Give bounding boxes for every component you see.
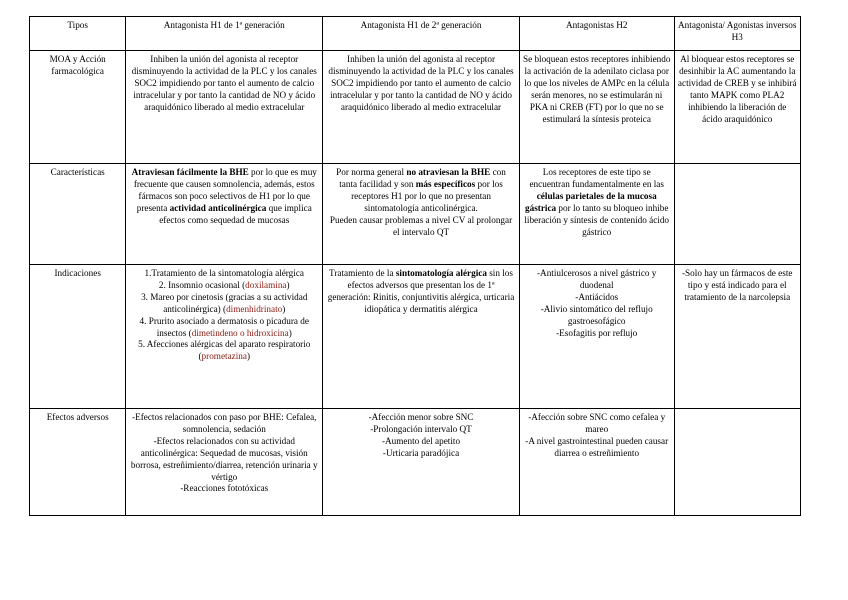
efectos-h1-first bbox=[126, 409, 323, 516]
indication-text: 4. Prurito asociado a dermatosis o picadura de insectos ( bbox=[139, 315, 309, 338]
h2-indication-1: -Antiulcerosos a nivel gástrico y duodenal bbox=[537, 268, 657, 290]
cell-text: que implica efectos como sequedad de mucosas bbox=[159, 202, 312, 225]
header-h3-inverse-agonists: Antagonista/ Agonistas inversos H3 bbox=[674, 17, 801, 51]
adverse-effect-3: -Reacciones fototóxicas bbox=[180, 483, 269, 494]
header-h1-second-gen: Antagonista H1 de 2ª generación bbox=[323, 17, 520, 51]
moa-row bbox=[30, 51, 801, 164]
efectos-h1-second bbox=[323, 409, 520, 516]
adverse-effect-2: -Prolongación intervalo QT bbox=[370, 423, 472, 434]
indication-4 bbox=[129, 316, 319, 340]
drug-doxilamina: doxilamina bbox=[245, 279, 287, 290]
efectos-h2 bbox=[519, 409, 674, 516]
paren-close: ) bbox=[282, 303, 286, 314]
paren-close: ) bbox=[288, 327, 292, 338]
indication-text: 5. Afecciones alérgicas del aparato respiratorio ( bbox=[138, 339, 311, 362]
indicaciones-h1-first bbox=[126, 265, 323, 409]
allergic-symptoms-text: sintomatología alérgica bbox=[395, 268, 487, 278]
adverse-effect-4: -Urticaria paradójica bbox=[382, 447, 460, 458]
indication-1: 1.Tratamiento de la sintomatología alérgica bbox=[144, 268, 304, 278]
anticholinergic-text: actividad anticolinérgica bbox=[169, 202, 267, 213]
caracteristicas-label: Características bbox=[30, 164, 126, 265]
pharmacology-table bbox=[29, 16, 801, 516]
parietal-cells-text: células parietales de la mucosa gástrica bbox=[525, 190, 657, 213]
caracteristicas-h1-second bbox=[323, 164, 520, 265]
adverse-effect-2: -Efectos relacionados con su actividad anticolinérgica: Sequedad de mucosas, visión borrosa, estreñimiento/diarrea, retención urinaria y vértigo bbox=[130, 435, 318, 482]
caracteristicas-row bbox=[30, 164, 801, 265]
cell-text: Tratamiento de la bbox=[329, 268, 396, 278]
moa-h1-second: Inhiben la unión del agonista al receptor disminuyendo la actividad de la PLC y los canales SOC2 impidiendo por tanto el aumento de calcio intracelular y por tanto la cantidad de NO y ácido araquidónico liberado al medio extracelular bbox=[323, 51, 520, 164]
caracteristicas-h3 bbox=[674, 164, 801, 265]
indicaciones-row bbox=[30, 265, 801, 409]
adverse-effect-3: -Aumento del apetito bbox=[381, 435, 461, 446]
header-tipos: Tipos bbox=[30, 17, 126, 51]
moa-h2: Se bloquean estos receptores inhibiendo la activación de la adenilato ciclasa por lo que los niveles de AMPc en la célula serán menores, no se estimularán ni PKA ni CREB (FT) por lo que no se estimulará la síntesis proteica bbox=[519, 51, 674, 164]
h2-indication-4: -Esofagitis por reflujo bbox=[556, 327, 638, 338]
efectos-h3 bbox=[674, 409, 801, 516]
cell-text: por los receptores H1 por lo que no presentan sintomatología anticolinérgica. bbox=[351, 178, 503, 213]
adverse-effect-1: -Afección sobre SNC como cefalea y mareo bbox=[528, 412, 666, 434]
moa-h3: Al bloquear estos receptores se desinhibir la AC aumentando la actividad de CREB y se inhibirá tanto MAPK como PLA2 inhibiendo la liberación de ácido araquidónico bbox=[674, 51, 801, 164]
cell-text: por lo tanto su bloqueo inhibe liberación y síntesis de contenido ácido gástrico bbox=[524, 202, 670, 237]
drug-prometazina: prometazina bbox=[201, 351, 247, 362]
drug-dimenhidrinato: dimenhidrinato bbox=[226, 303, 283, 314]
cv-problems-text: Pueden causar problemas a nivel CV al prolongar el intervalo QT bbox=[329, 214, 513, 237]
cell-text: por lo que es muy frecuente que causen somnolencia, además, estos fármacos son poco selectivos de H1 por lo que presenta bbox=[133, 167, 317, 213]
indicaciones-h2 bbox=[519, 265, 674, 409]
indication-2 bbox=[129, 280, 319, 292]
paren-close: ) bbox=[246, 351, 251, 362]
h2-indication-2: -Antiácidos bbox=[575, 291, 619, 302]
drug-dimetindeno-hidroxicina: dimetindeno o hidroxicina bbox=[191, 327, 289, 338]
caracteristicas-h1-first bbox=[126, 164, 323, 265]
cell-text: Los receptores de este tipo se encuentran fundamentalmente en las bbox=[529, 167, 664, 189]
indicaciones-h1-second bbox=[323, 265, 520, 409]
indication-3 bbox=[129, 292, 319, 316]
efectos-label: Efectos adversos bbox=[30, 409, 126, 516]
header-row bbox=[30, 17, 801, 51]
header-h1-first-gen: Antagonista H1 de 1ª generación bbox=[126, 17, 323, 51]
more-specific-text: más específicos bbox=[415, 178, 476, 189]
cell-text: con tanta facilidad y son bbox=[339, 167, 506, 189]
indication-text: 2. Insomnio ocasional ( bbox=[158, 279, 246, 290]
caracteristicas-h2 bbox=[519, 164, 674, 265]
adverse-effect-1: -Efectos relacionados con paso por BHE: Cefalea, somnolencia, sedación bbox=[132, 412, 317, 434]
adverse-effect-2: -A nivel gastrointestinal pueden causar diarrea o estreñimiento bbox=[525, 435, 669, 458]
moa-h1-first: Inhiben la unión del agonista al receptor disminuyendo la actividad de la PLC y los canales SOC2 impidiendo por tanto el aumento de calcio intracelular y por tanto la cantidad de NO y ácido araquidónico liberado al medio extracelular bbox=[126, 51, 323, 164]
indicaciones-h3: -Solo hay un fármacos de este tipo y está indicado para el tratamiento de la narcolepsia bbox=[674, 265, 801, 409]
cell-text: Por norma general bbox=[336, 167, 407, 177]
no-bhe-text: no atraviesan la BHE bbox=[406, 167, 491, 177]
paren-close: ) bbox=[286, 279, 290, 290]
h2-indication-3: -Alivio sintomático del reflujo gastroesofágico bbox=[540, 303, 653, 326]
moa-label: MOA y Acción farmacológica bbox=[30, 51, 126, 164]
indication-5 bbox=[129, 339, 319, 363]
adverse-effect-1: -Afección menor sobre SNC bbox=[368, 412, 474, 422]
cell-text: sin los efectos adversos que presentan los de 1ª generación: Rinitis, conjuntivitis alérgica, urticaria idiopática y dermatitis alérgica bbox=[327, 268, 515, 314]
indication-text: 3. Mareo por cinetosis (gracias a su actividad anticolinérgica) bbox=[141, 291, 308, 314]
header-h2-antagonists: Antagonistas H2 bbox=[519, 17, 674, 51]
efectos-row bbox=[30, 409, 801, 516]
paren-open: ( bbox=[223, 303, 227, 314]
bhe-crossing-text: Atraviesan fácilmente la BHE bbox=[131, 167, 249, 177]
indicaciones-label: Indicaciones bbox=[30, 265, 126, 409]
